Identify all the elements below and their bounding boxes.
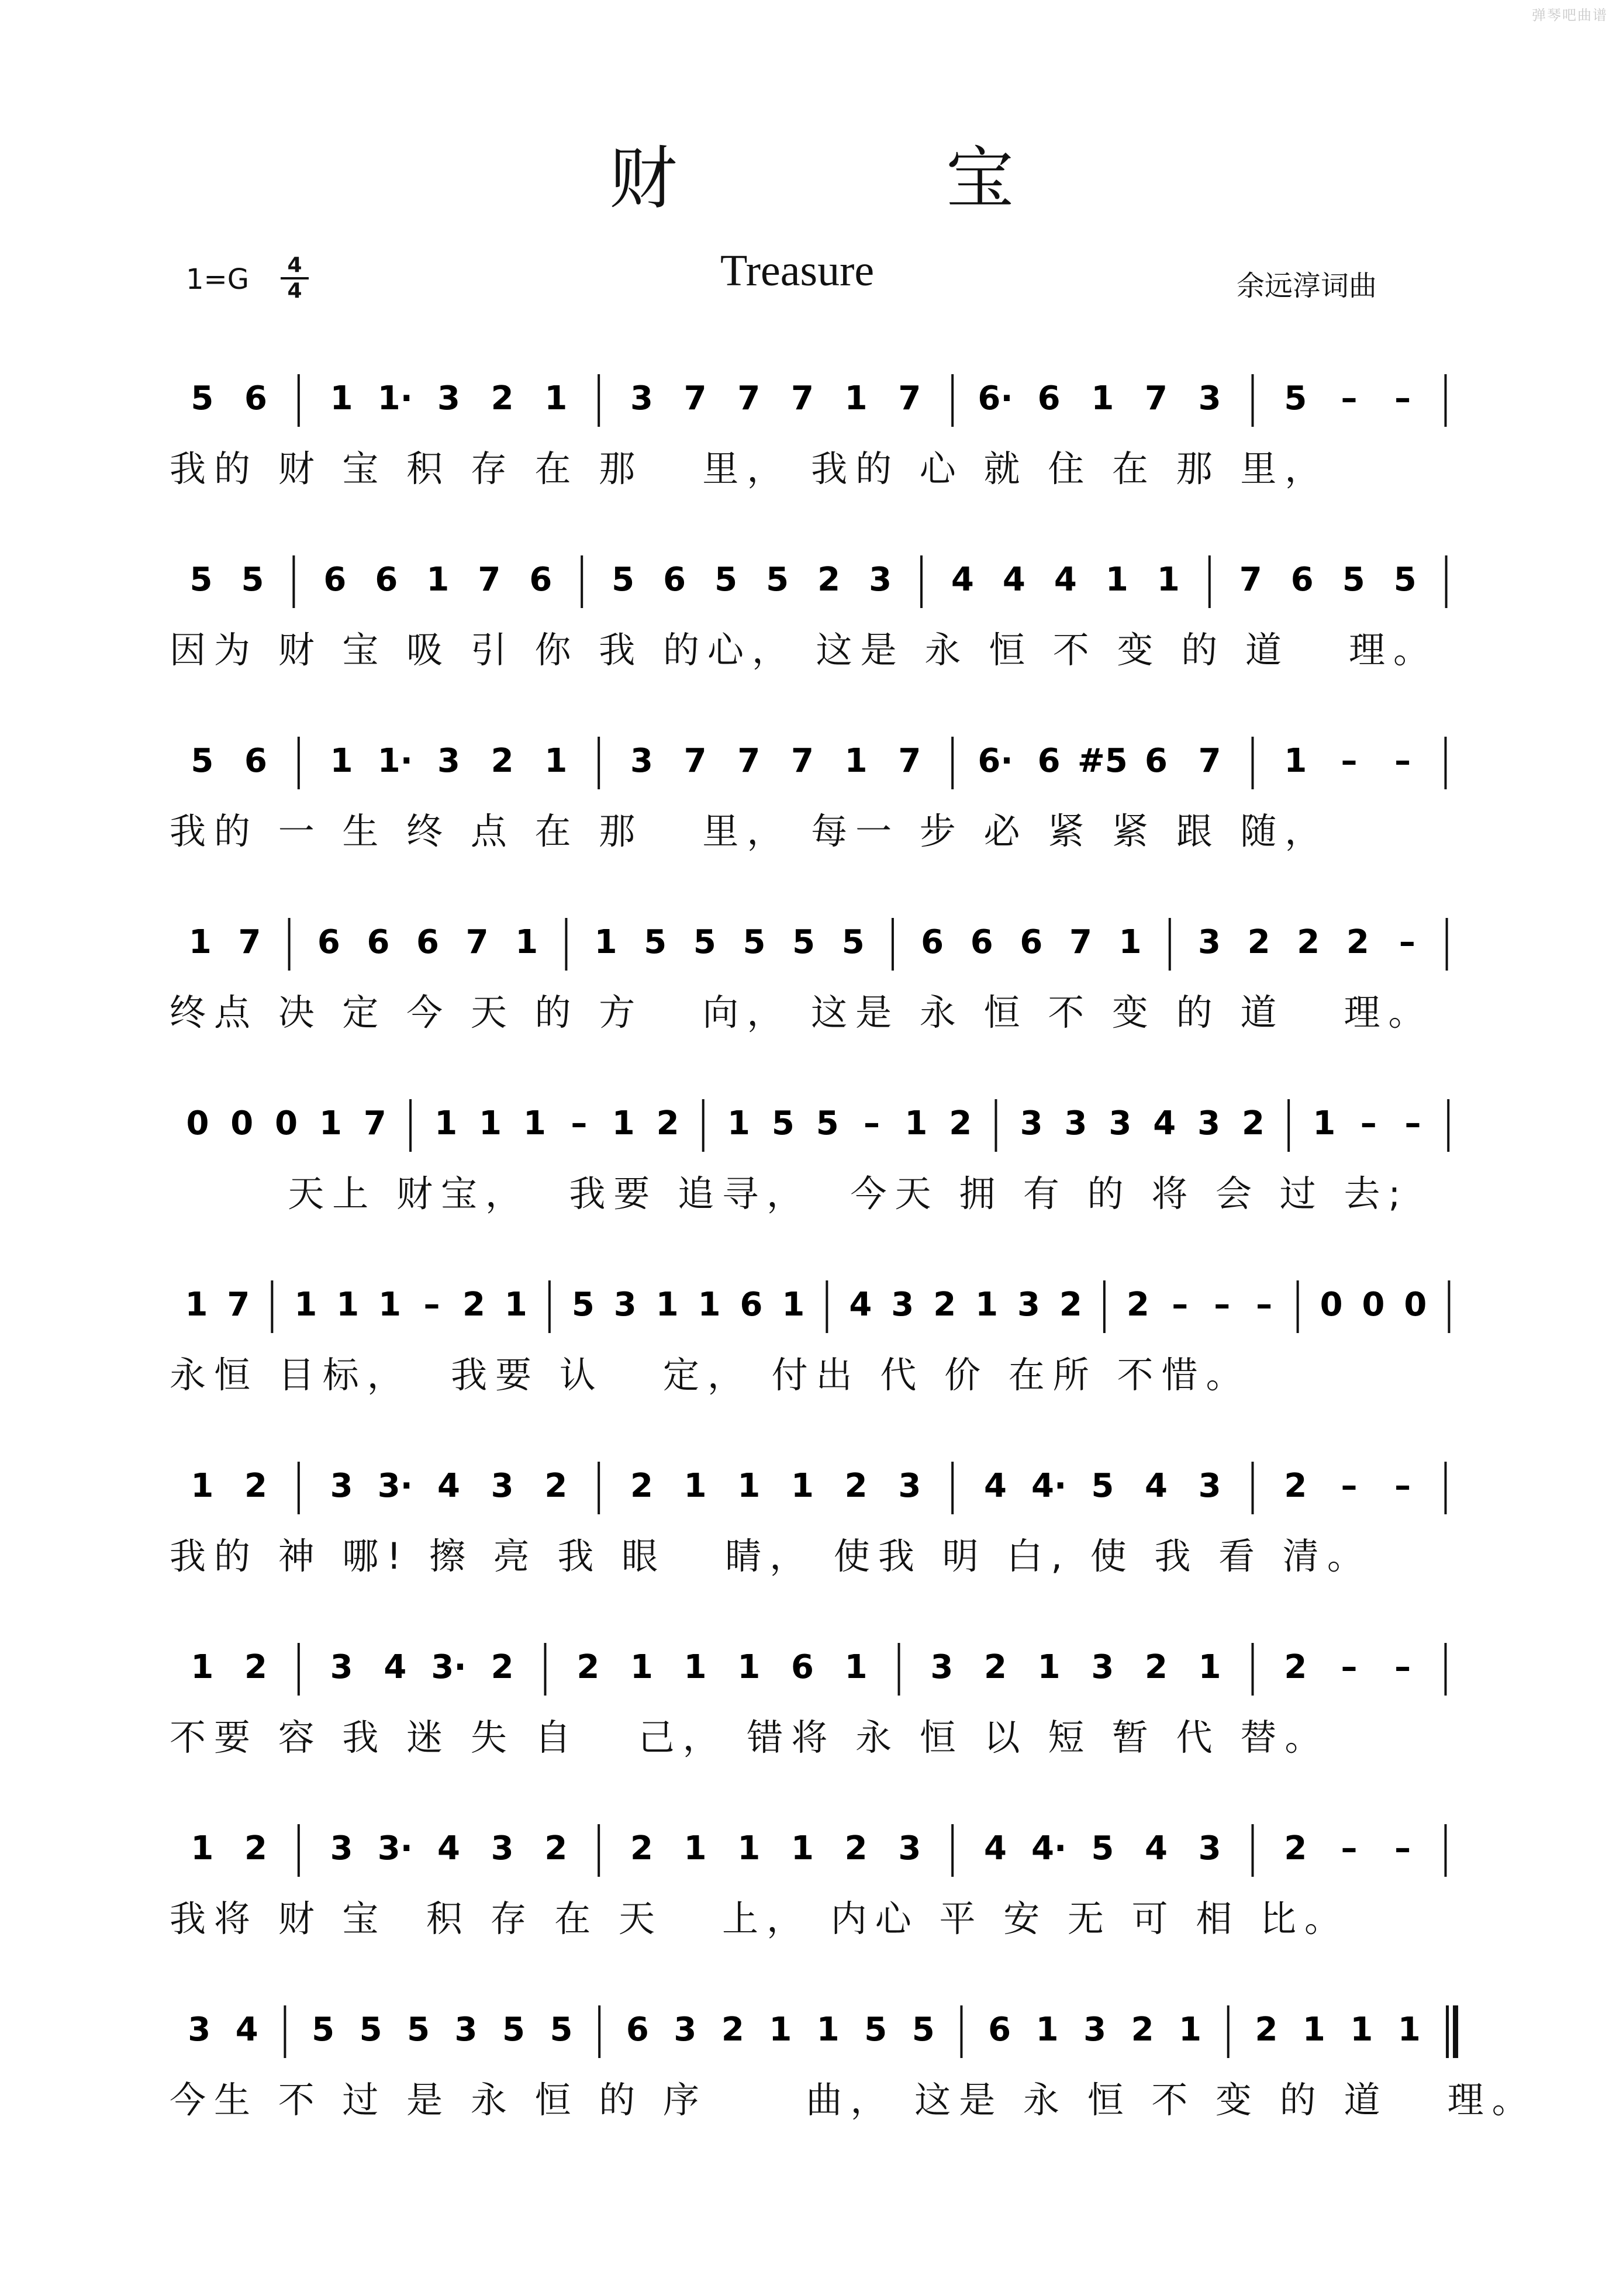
note: 7	[898, 379, 921, 417]
note: 7	[238, 923, 261, 961]
note: 1	[737, 1829, 761, 1867]
dash-note: –	[1341, 379, 1358, 417]
note: 3	[1083, 2011, 1107, 2049]
note: 7	[1145, 379, 1168, 417]
note: 4	[437, 1829, 460, 1867]
note: 2	[544, 1467, 568, 1505]
note: 6	[988, 2011, 1011, 2049]
note: 4	[984, 1467, 1007, 1505]
note: 1	[844, 742, 868, 780]
note: 1	[1284, 742, 1307, 780]
note: 6	[323, 561, 347, 599]
note: 1	[1035, 2011, 1059, 2049]
note: 1	[319, 1104, 343, 1142]
note: 0	[230, 1104, 254, 1142]
note: 5	[502, 2011, 526, 2049]
note: 3	[1198, 1467, 1221, 1505]
note: 1	[504, 1286, 527, 1324]
note: 6	[1037, 379, 1061, 417]
note: 5	[189, 561, 213, 599]
note: 2	[721, 2011, 744, 2049]
note: 2	[1297, 923, 1320, 961]
note: 2	[244, 1829, 267, 1867]
song-subtitle: Treasure	[720, 246, 875, 295]
note: 3	[1197, 1104, 1221, 1142]
note: 2	[844, 1467, 868, 1505]
time-signature-top: 4	[281, 254, 309, 279]
note: 0	[1320, 1286, 1343, 1324]
note: 3	[891, 1286, 914, 1324]
note: 7	[465, 923, 489, 961]
note: 3	[1197, 923, 1221, 961]
note: 1	[1118, 923, 1142, 961]
note: 6	[375, 561, 398, 599]
note: 3	[898, 1829, 921, 1867]
note: 2	[576, 1648, 600, 1686]
note: 3	[1020, 1104, 1043, 1142]
note: 3	[674, 2011, 697, 2049]
note: 3	[491, 1467, 514, 1505]
note: 1	[1397, 2011, 1421, 2049]
dash-note: –	[1394, 1648, 1411, 1686]
note: 7	[683, 742, 707, 780]
dash-note: –	[1172, 1286, 1189, 1324]
note: 1	[1313, 1104, 1336, 1142]
note: 3	[630, 379, 653, 417]
note: 7	[683, 379, 707, 417]
dash-note: –	[1341, 1829, 1358, 1867]
note: 1	[523, 1104, 546, 1142]
note: 6	[416, 923, 440, 961]
note: 6	[740, 1286, 763, 1324]
note: 7	[363, 1104, 386, 1142]
note: 5	[766, 561, 789, 599]
note: 3	[437, 742, 460, 780]
note: 5	[359, 2011, 382, 2049]
note: 3	[330, 1829, 353, 1867]
note: 1	[904, 1104, 928, 1142]
note: 2	[844, 1829, 868, 1867]
lyric-line: 因为 财 宝 吸 引 你 我 的心， 这是 永 恒 不 变 的 道 理。	[170, 629, 1438, 671]
note: 6	[317, 923, 340, 961]
note: 4	[384, 1648, 407, 1686]
note: 3	[437, 379, 460, 417]
note: 6	[921, 923, 944, 961]
note: 4	[1153, 1104, 1176, 1142]
lyric-line: 终点 决 定 今 天 的 方 向， 这是 永 恒 不 变 的 道 理。	[170, 991, 1433, 1034]
note: 1	[515, 923, 538, 961]
note: 3	[869, 561, 892, 599]
score-line	[0, 725, 1623, 900]
note: 6	[244, 379, 267, 417]
note: 2	[491, 742, 514, 780]
note: 2	[949, 1104, 972, 1142]
lyric-line: 我的 神 哪! 擦 亮 我 眼 睛， 使我 明 白, 使 我 看 清。	[170, 1535, 1372, 1577]
note: 5	[693, 923, 716, 961]
dash-note: –	[1404, 1104, 1421, 1142]
note: 1	[544, 379, 568, 417]
note: 1	[336, 1286, 360, 1324]
score-line	[0, 544, 1623, 719]
note: 7	[791, 379, 814, 417]
note: 2	[1284, 1467, 1307, 1505]
note: 3	[188, 2011, 211, 2049]
dash-note: –	[1214, 1286, 1231, 1324]
note: 0	[1404, 1286, 1427, 1324]
note: 4·	[1031, 1467, 1067, 1505]
note: 2	[1255, 2011, 1278, 2049]
note: 4	[1002, 561, 1025, 599]
note: 6	[791, 1648, 814, 1686]
note: 4	[951, 561, 974, 599]
note: 5	[644, 923, 667, 961]
note: 2	[817, 561, 841, 599]
note: 2	[1126, 1286, 1149, 1324]
note: 2	[462, 1286, 485, 1324]
score-header	[0, 246, 1623, 316]
note: 1	[191, 1467, 214, 1505]
score-line	[0, 1087, 1623, 1263]
note: 1	[330, 742, 353, 780]
note: 1	[844, 1648, 868, 1686]
note: 5	[771, 1104, 795, 1142]
note: 5	[612, 561, 635, 599]
note: 7	[478, 561, 501, 599]
dash-note: –	[571, 1104, 588, 1142]
note: 4	[437, 1467, 460, 1505]
note: 6·	[978, 742, 1013, 780]
note: 5	[1393, 561, 1417, 599]
note: 2	[491, 1648, 514, 1686]
score-line	[0, 362, 1623, 538]
dash-note: –	[423, 1286, 440, 1324]
note: 4·	[1031, 1829, 1067, 1867]
note: 3	[1064, 1104, 1087, 1142]
note: 5	[911, 2011, 935, 2049]
page-title	[0, 124, 1623, 222]
note: 5	[1091, 1829, 1114, 1867]
note: 1	[655, 1286, 679, 1324]
title-char-1: 财	[609, 139, 677, 218]
dash-note: –	[1256, 1286, 1273, 1324]
lyric-line: 天上 财宝， 我要 追寻， 今天 拥 有 的 将 会 过 去;	[170, 1172, 1409, 1215]
note: 1	[594, 923, 617, 961]
note: 7	[227, 1286, 250, 1324]
note: 6	[663, 561, 686, 599]
note: 5	[312, 2011, 335, 2049]
title-char-2: 宝	[946, 139, 1014, 218]
note: 2	[1241, 1104, 1265, 1142]
note: 6	[1020, 923, 1043, 961]
note: 1	[1179, 2011, 1202, 2049]
note: 2	[933, 1286, 956, 1324]
watermark: 弹琴吧曲谱	[1532, 7, 1608, 23]
note: 1	[1156, 561, 1180, 599]
note: 5	[743, 923, 766, 961]
note: 3	[491, 1829, 514, 1867]
note: 1	[683, 1829, 707, 1867]
note: 2	[491, 379, 514, 417]
note: #5	[1077, 742, 1128, 780]
note: 7	[898, 742, 921, 780]
note: 5	[841, 923, 865, 961]
note: 3·	[377, 1467, 413, 1505]
dash-note: –	[1394, 379, 1411, 417]
note: 3	[1091, 1648, 1114, 1686]
score-line	[0, 906, 1623, 1082]
dash-note: –	[1394, 1829, 1411, 1867]
note: 1	[378, 1286, 402, 1324]
note: 3	[930, 1648, 954, 1686]
note: 3	[1109, 1104, 1132, 1142]
dash-note: –	[1394, 742, 1411, 780]
score-line	[0, 1812, 1623, 1988]
dash-note: –	[864, 1104, 880, 1142]
dash-note: –	[1360, 1104, 1377, 1142]
note: 5	[550, 2011, 573, 2049]
note: 3	[630, 742, 653, 780]
note: 3	[898, 1467, 921, 1505]
note: 1	[1091, 379, 1114, 417]
note: 3·	[377, 1829, 413, 1867]
lyric-line: 我的 财 宝 积 存 在 那 里， 我的 心 就 住 在 那 里，	[170, 447, 1330, 490]
note: 6	[970, 923, 993, 961]
lyric-line: 今生 不 过 是 永 恒 的 序 曲， 这是 永 恒 不 变 的 道 理。	[170, 2079, 1536, 2121]
note: 6	[1290, 561, 1314, 599]
note: 5	[1284, 379, 1307, 417]
note: 6	[626, 2011, 649, 2049]
note: 4	[1054, 561, 1077, 599]
note: 4	[984, 1829, 1007, 1867]
note: 3	[330, 1648, 353, 1686]
note: 3	[613, 1286, 637, 1324]
dash-note: –	[1398, 923, 1415, 961]
note: 2	[244, 1648, 267, 1686]
note: 0	[186, 1104, 209, 1142]
note: 3	[1198, 379, 1221, 417]
dash-note: –	[1341, 1467, 1358, 1505]
note: 5	[1342, 561, 1365, 599]
lyric-line: 我将 财 宝 积 存 在 天 上， 内心 平 安 无 可 相 比。	[170, 1897, 1349, 1940]
note: 1	[1105, 561, 1128, 599]
note: 1	[697, 1286, 721, 1324]
note: 7	[791, 742, 814, 780]
note: 1	[188, 923, 212, 961]
note: 5	[571, 1286, 595, 1324]
lyric-line: 不要 容 我 迷 失 自 己， 错将 永 恒 以 短 暂 代 替。	[170, 1716, 1330, 1759]
note: 6·	[978, 379, 1013, 417]
note: 1	[330, 379, 353, 417]
note: 0	[275, 1104, 298, 1142]
note: 1	[544, 742, 568, 780]
note: 2	[1145, 1648, 1168, 1686]
note: 0	[1362, 1286, 1385, 1324]
note: 1	[434, 1104, 458, 1142]
note: 1	[791, 1467, 814, 1505]
time-signature-bottom: 4	[287, 279, 302, 303]
note: 1	[1302, 2011, 1325, 2049]
note: 2	[544, 1829, 568, 1867]
note: 1	[737, 1467, 761, 1505]
note: 6	[1037, 742, 1061, 780]
note: 6	[244, 742, 267, 780]
note: 2	[1131, 2011, 1154, 2049]
note: 1	[791, 1829, 814, 1867]
note: 6	[1145, 742, 1168, 780]
note: 1	[191, 1829, 214, 1867]
note: 3	[454, 2011, 478, 2049]
note: 2	[1247, 923, 1270, 961]
note: 3	[330, 1467, 353, 1505]
note: 1	[782, 1286, 805, 1324]
note: 7	[1198, 742, 1221, 780]
lyric-line: 我的 一 生 终 点 在 那 里， 每一 步 必 紧 紧 跟 随，	[170, 810, 1330, 852]
note: 7	[1239, 561, 1262, 599]
note: 5	[407, 2011, 430, 2049]
note: 1·	[377, 379, 413, 417]
note: 4	[1145, 1467, 1168, 1505]
note: 1	[844, 379, 868, 417]
note: 3	[1198, 1829, 1221, 1867]
note: 5	[792, 923, 816, 961]
note: 2	[1346, 923, 1369, 961]
note: 5	[864, 2011, 888, 2049]
note: 1	[683, 1467, 707, 1505]
note: 5	[714, 561, 738, 599]
note: 7	[1069, 923, 1092, 961]
key-signature: 1=G	[186, 263, 249, 296]
score-line	[0, 1994, 1623, 2169]
note: 2	[244, 1467, 267, 1505]
note: 1	[185, 1286, 208, 1324]
note: 2	[984, 1648, 1007, 1686]
score-line	[0, 1631, 1623, 1807]
dash-note: –	[1341, 742, 1358, 780]
note: 3	[1017, 1286, 1040, 1324]
note: 3·	[431, 1648, 467, 1686]
note: 2	[630, 1829, 653, 1867]
note: 1	[816, 2011, 840, 2049]
note: 1	[630, 1648, 653, 1686]
dash-note: –	[1394, 1467, 1411, 1505]
note: 1	[1037, 1648, 1061, 1686]
note: 1	[769, 2011, 792, 2049]
lyric-line: 永恒 目标， 我要 认 定， 付出 代 价 在所 不惜。	[170, 1354, 1251, 1396]
note: 6	[367, 923, 390, 961]
note: 1	[294, 1286, 317, 1324]
note: 6	[529, 561, 552, 599]
note: 5	[241, 561, 264, 599]
note: 1·	[377, 742, 413, 780]
dash-note: –	[1341, 1648, 1358, 1686]
note: 1	[727, 1104, 750, 1142]
composer-credit: 余远淳词曲	[1237, 270, 1377, 302]
note: 1	[191, 1648, 214, 1686]
note: 1	[975, 1286, 999, 1324]
note: 4	[849, 1286, 872, 1324]
time-signature	[281, 254, 309, 303]
score-line	[0, 1450, 1623, 1625]
note: 2	[630, 1467, 653, 1505]
note: 1	[1350, 2011, 1373, 2049]
note: 1	[612, 1104, 635, 1142]
note: 7	[737, 379, 761, 417]
note: 4	[1145, 1829, 1168, 1867]
note: 5	[816, 1104, 839, 1142]
note: 1	[426, 561, 450, 599]
note: 2	[1059, 1286, 1082, 1324]
note: 4	[235, 2011, 258, 2049]
note: 5	[1091, 1467, 1114, 1505]
note: 2	[1284, 1829, 1307, 1867]
note: 5	[191, 742, 214, 780]
note: 1	[737, 1648, 761, 1686]
note: 7	[737, 742, 761, 780]
note: 5	[191, 379, 214, 417]
note: 1	[1198, 1648, 1221, 1686]
note: 1	[479, 1104, 502, 1142]
score-line	[0, 1269, 1623, 1444]
note: 2	[1284, 1648, 1307, 1686]
note: 2	[656, 1104, 679, 1142]
note: 1	[683, 1648, 707, 1686]
